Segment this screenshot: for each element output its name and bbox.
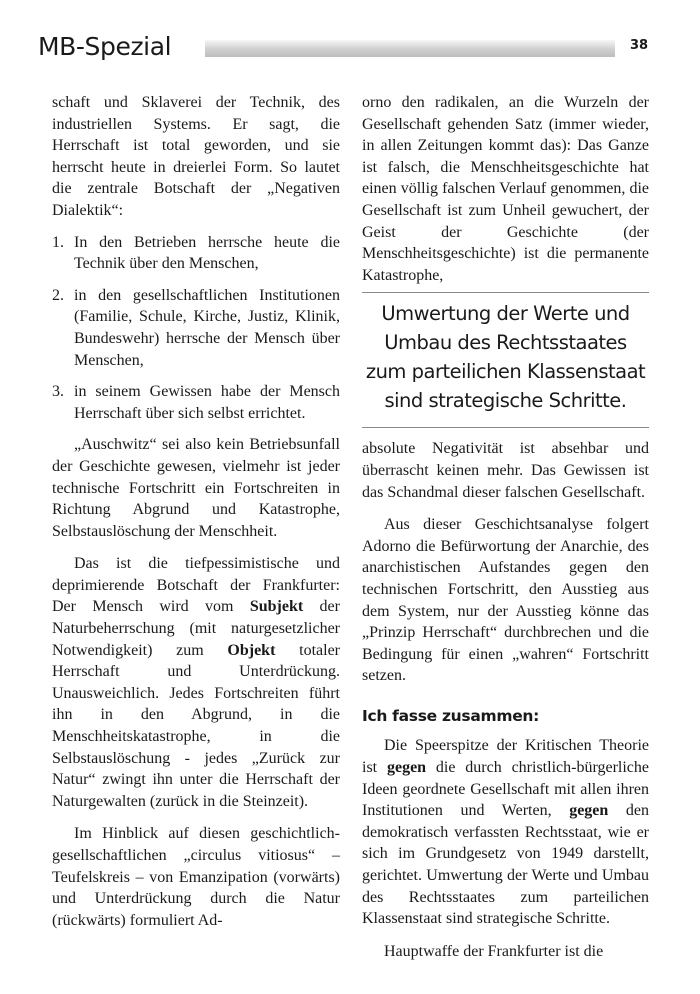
text-run: totaler Herrschaft und Unterdrückung. Unausweichlich. Jedes Fortschreiten führt ihn in den Abgrund, in die Menschheitskatastrophe, in die Selbstauslöschung - jedes „Zurück zur Natur“ zwingt ihn unter die Herrschaft der Naturgewalten (zurück in die Steinzeit). [52,641,340,810]
right-column [362,92,649,962]
list-text: In den Betrieben herrsche heute die Technik über den Menschen, [74,233,340,273]
paragraph-zusammenfassung [362,735,649,929]
bold-term: gegen [569,802,609,820]
magazine-section-title: MB-Spezial [38,32,172,61]
page-header [0,0,700,70]
list-number: 1. [52,233,64,251]
header-gradient-bar [205,40,615,57]
left-column [52,92,340,931]
bold-term: Subjekt [249,598,304,616]
page-number: 38 [630,38,649,53]
paragraph-hauptwaffe: Hauptwaffe der Frankfurter ist die [384,942,604,960]
list-number: 3. [52,383,64,401]
numbered-list [52,232,340,425]
text-run: Das ist die tiefpessimistische und deprimierende Botschaft der Frankfurter: Der Mensch wird vom [52,555,340,616]
list-text: in den gesellschaftlichen Institutionen (Familie, Schule, Kirche, Justiz, Klinik, Bundeswehr) herrsche der Mensch über Menschen, [74,286,340,369]
list-item [52,285,340,371]
pull-quote: Umwertung der Werte und Umbau des Rechtsstaates zum parteilichen Klassenstaat sind strategische Schritte. [362,292,649,428]
paragraph-circulus: Im Hinblick auf diesen geschichtlich-gesellschaftlichen „circulus vitiosus“ – Teufelskreis – von Emanzipation (vorwärts) und Unterdrückung durch die Natur (rückwärts) formuliert Ad- [52,825,340,929]
text-run: die durch christlich-bürgerliche Ideen geordnete Gesellschaft mit allen ihren Institutionen und Werten, [362,759,650,820]
paragraph-adorno-satz: orno den radikalen, an die Wurzeln der Gesellschaft gehenden Satz (immer wieder, in allen Zeitungen kommt das): Das Ganze ist falsch, die Menschheitsgeschichte hat einen völlig falschen Verlauf genommen, die Gesellschaft ist zum Unheil gewuchert, der Geist der Geschichte (der Menschheitsgeschichte) ist die permanente Katastrophe, [362,94,649,284]
list-text: in seinem Gewissen habe der Mensch Herrschaft über sich selbst errichtet. [74,383,340,422]
paragraph-negativitaet: absolute Negativität ist absehbar und überrascht keinen mehr. Das Gewissen ist das Schandmal dieser falschen Gesellschaft. [362,440,649,501]
section-subheading: Ich fasse zusammen: [362,706,540,725]
list-item [52,232,340,275]
list-item [52,381,340,424]
paragraph-anarchie: Aus dieser Geschichtsanalyse folgert Adorno die Befürwortung der Anarchie, des anarchistischen Aufstandes gegen den technischen Fortschritt, den Ausstieg aus dem System, nur der Ausstieg könne das „Prinzip Herrschaft“ durchbrechen und die Bedingung für einen „wahren“ Fortschritt setzen. [362,516,649,685]
list-number: 2. [52,286,64,304]
paragraph-intro: schaft und Sklaverei der Technik, des industriellen Systems. Er sagt, die Herrschaft ist total geworden, und sie herrscht heute in dreierlei Form. So lautet die zentrale Botschaft der „Negativen Dialektik“: [52,94,340,219]
text-run: der Naturbeherrschung (mit naturgesetzlicher Notwendigkeit) zum [52,598,340,659]
paragraph-auschwitz: „Auschwitz“ sei also kein Betriebsunfall der Geschichte gewesen, vielmehr ist jeder technische Fortschritt ein Fortschreiten in Richtung Abgrund und Katastrophe, Selbstauslöschung der Menschheit. [52,436,340,540]
text-run: den demokratisch verfassten Rechtsstaat, wie er sich im Grundgesetz von 1949 darstellt, gerichtet. Umwertung der Werte und Umbau des Rechtsstaates zum parteilichen Klassenstaat sind strategische Schritte. [362,802,649,928]
bold-term: gegen [386,759,427,777]
bold-term: Objekt [227,641,276,659]
paragraph-botschaft [52,553,340,812]
text-run: Die Speerspitze der Kritischen Theorie ist [362,737,649,777]
